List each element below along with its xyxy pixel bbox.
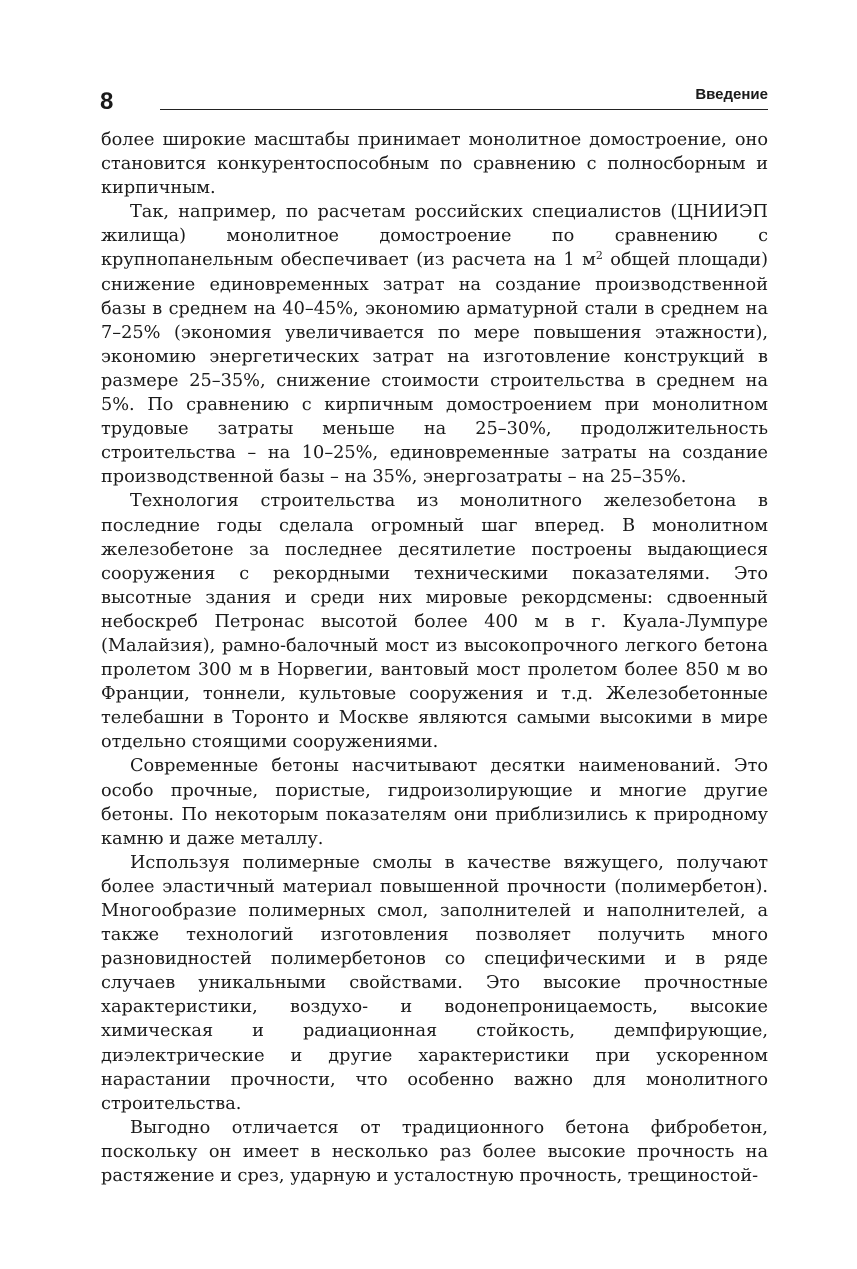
- page-number: 8: [100, 88, 114, 115]
- superscript-2: 2: [595, 249, 603, 263]
- paragraph-6: Выгодно отличается от традиционного бетона фибробетон, поскольку он имеет в несколько раз более высокие прочность на растяжение и срез, ударную и усталостную прочность, трещиностой-: [101, 1117, 768, 1187]
- paragraph-2-text-a: Так, например, по расчетам российских специалистов (ЦНИИЭП жилища) монолитное домостроение по сравнению с крупнопанельным обеспечивает (из расчета на 1 м: [101, 202, 768, 271]
- paragraph-4: Современные бетоны насчитывают десятки наименований. Это особо прочные, пористые, гидроизолирующие и многие другие бетоны. По некоторым показателям они приблизились к природному камню и даже металлу.: [101, 756, 768, 849]
- header-rule: [160, 109, 768, 110]
- paragraph-3: Технология строительства из монолитного железобетона в последние годы сделала огромный шаг вперед. В монолитном железобетоне за последнее десятилетие построены выдающиеся сооружения с рекордными техническими показателями. Это высотные здания и среди них мировые рекордсмены: сдвоенный небоскреб Петронас высотой более 400 м в г. Куала-Лумпуре (Малайзия), рамно-балочный мост из высокопрочного легкого бетона пролетом 300 м в Норвегии, вантовый мост пролетом более 850 м во Франции, тоннели, культовые сооружения и т.д. Железобетонные телебашни в Торонто и Москве являются самыми высокими в мире отдельно стоящими сооружениями.: [101, 491, 768, 753]
- paragraph-1: более широкие масштабы принимает монолитное домостроение, оно становится конкурентоспособным по сравнению с полносборным и кирпичным.: [101, 130, 768, 199]
- paragraph-5: Используя полимерные смолы в качестве вяжущего, получают более эластичный материал повышенной прочности (полимербетон). Многообразие полимерных смол, заполнителей и наполнителей, а также технологий изготовления позволяет получить много разновидностей полимербетонов со специфическими и в ряде случаев уникальными свойствами. Это высокие прочностные характеристики, воздухо- и водонепроницаемость, высокие химическая и радиационная стойкость, демпфирующие, диэлектрические и другие характеристики при ускоренном нарастании прочности, что особенно важно для монолитного строительства.: [101, 852, 768, 1114]
- running-title: Введение: [695, 86, 768, 103]
- paragraph-2-text-b: общей площади) снижение единовременных затрат на создание производственной базы в среднем на 40–45%, экономию арматурной стали в среднем на 7–25% (экономия увеличивается по мере повышения этажности), экономию энергетических затрат на изготовление конструкций в размере 25–35%, снижение стоимости строительства в среднем на 5%. По сравнению с кирпичным домостроением при монолитном трудовые затраты меньше на 25–30%, продолжительность строительства – на 10–25%, единовременные затраты на создание производственной базы – на 35%, энергозатраты – на 25–35%.: [101, 250, 768, 488]
- paragraph-2: [101, 200, 768, 489]
- body-text: [101, 128, 768, 1188]
